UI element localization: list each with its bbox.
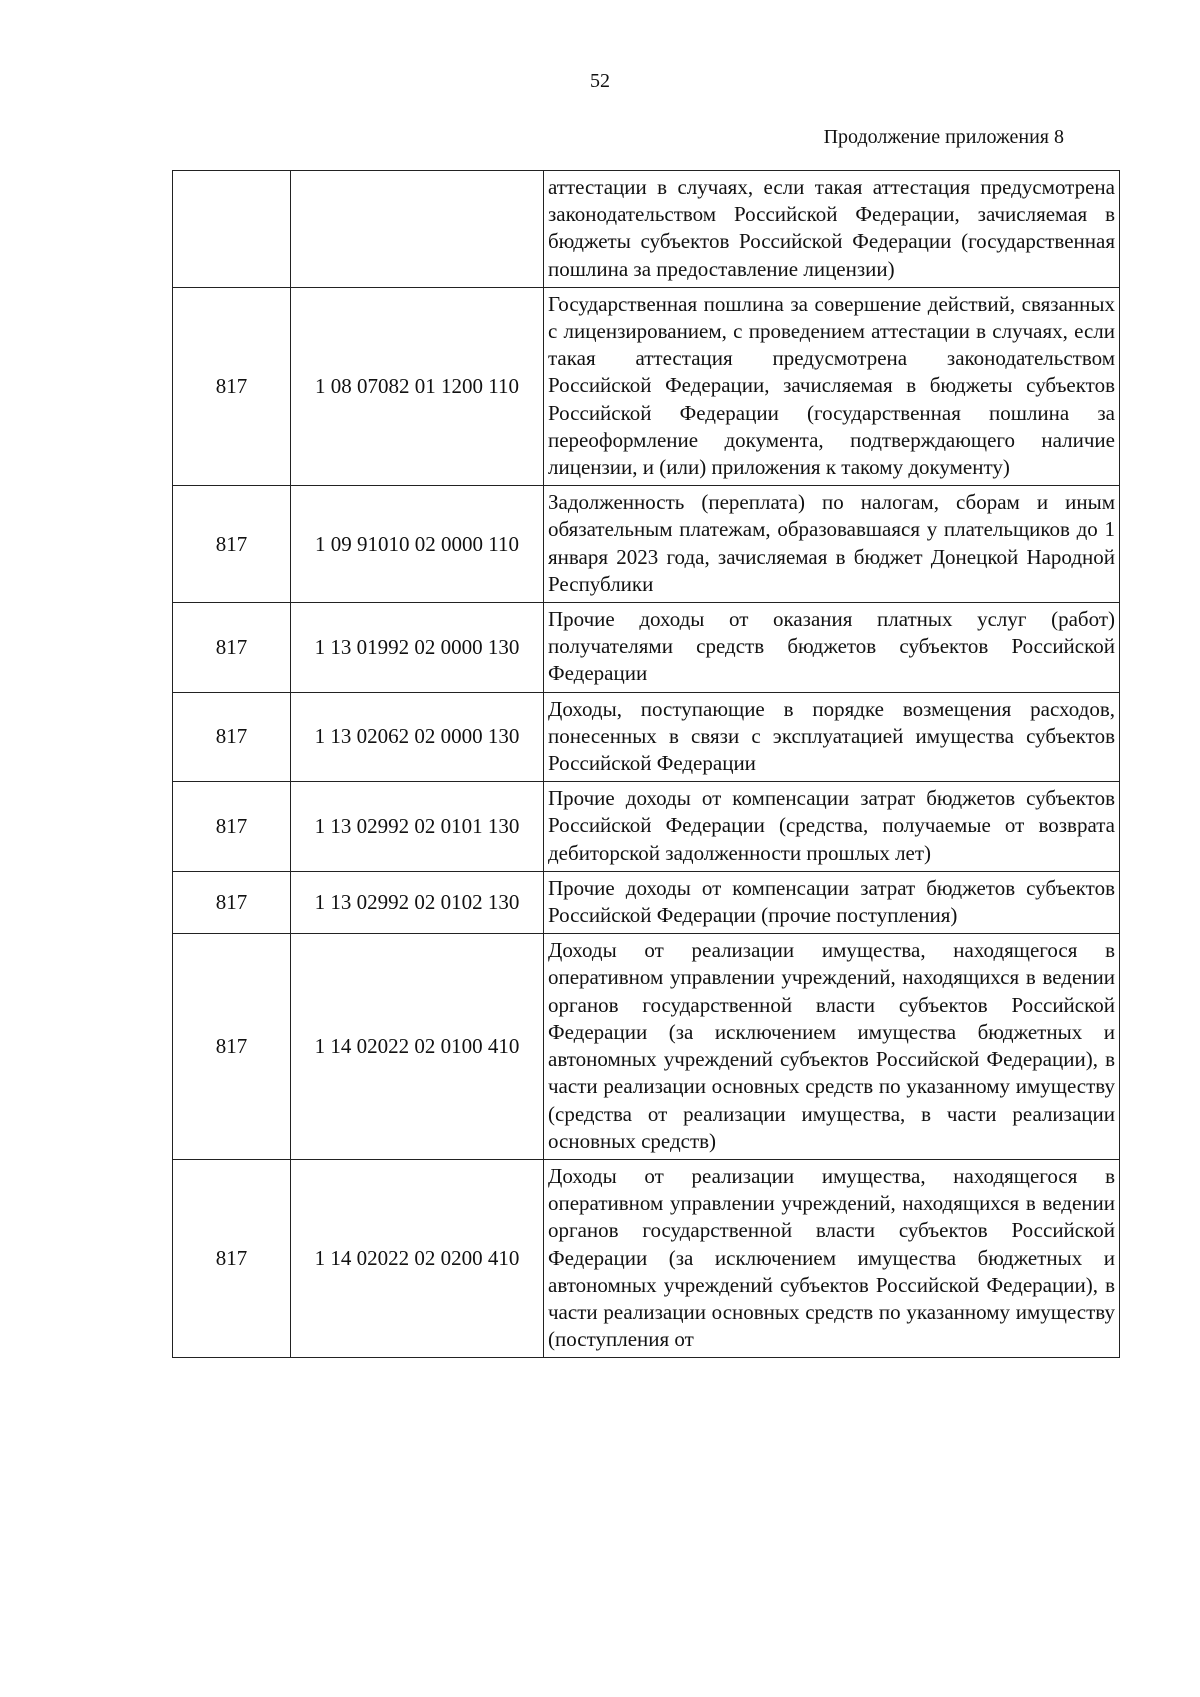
revenue-name-cell: Задолженность (переплата) по налогам, сборам и иным обязательным платежам, образовавшаяся у плательщиков до 1 января 2023 года, зачисляемая в бюджет Донецкой Народной Республики	[544, 486, 1120, 603]
revenue-code-cell: 1 14 02022 02 0100 410	[291, 934, 544, 1160]
admin-code-cell: 817	[173, 287, 291, 485]
revenue-codes-table	[172, 170, 1120, 1358]
table-row	[173, 486, 1120, 603]
revenue-code-cell: 1 13 02992 02 0102 130	[291, 871, 544, 933]
revenue-name-cell: Государственная пошлина за совершение действий, связанных с лицензированием, с проведением аттестации в случаях, если такая аттестация предусмотрена законодательством Российской Федерации, зачисляемая в бюджеты субъектов Российской Федерации (государственная пошлина за переоформление документа, подтверждающего наличие лицензии, и (или) приложения к такому документу)	[544, 287, 1120, 485]
admin-code-cell: 817	[173, 692, 291, 782]
table-row	[173, 871, 1120, 933]
page-number: 52	[590, 70, 610, 92]
table-row	[173, 171, 1120, 288]
revenue-name-cell: аттестации в случаях, если такая аттестация предусмотрена законодательством Российской Федерации, зачисляемая в бюджеты субъектов Российской Федерации (государственная пошлина за предоставление лицензии)	[544, 171, 1120, 288]
table-row	[173, 1159, 1120, 1357]
table-row	[173, 782, 1120, 872]
appendix-continuation-heading: Продолжение приложения 8	[823, 126, 1064, 148]
revenue-name-cell: Доходы, поступающие в порядке возмещения расходов, понесенных в связи с эксплуатацией имущества субъектов Российской Федерации	[544, 692, 1120, 782]
revenue-name-cell: Доходы от реализации имущества, находящегося в оперативном управлении учреждений, находящихся в ведении органов государственной власти субъектов Российской Федерации (за исключением имущества бюджетных и автономных учреждений субъектов Российской Федерации), в части реализации основных средств по указанному имуществу (средства от реализации имущества, в части реализации основных средств)	[544, 934, 1120, 1160]
revenue-code-cell: 1 13 02062 02 0000 130	[291, 692, 544, 782]
table-row	[173, 287, 1120, 485]
revenue-code-cell: 1 13 02992 02 0101 130	[291, 782, 544, 872]
revenue-name-cell: Прочие доходы от компенсации затрат бюджетов субъектов Российской Федерации (прочие поступления)	[544, 871, 1120, 933]
revenue-code-cell: 1 13 01992 02 0000 130	[291, 603, 544, 693]
admin-code-cell: 817	[173, 934, 291, 1160]
revenue-code-cell: 1 08 07082 01 1200 110	[291, 287, 544, 485]
revenue-code-cell	[291, 171, 544, 288]
admin-code-cell	[173, 171, 291, 288]
admin-code-cell: 817	[173, 871, 291, 933]
table-row	[173, 934, 1120, 1160]
table-row	[173, 603, 1120, 693]
revenue-code-cell: 1 09 91010 02 0000 110	[291, 486, 544, 603]
table-row	[173, 692, 1120, 782]
admin-code-cell: 817	[173, 782, 291, 872]
admin-code-cell: 817	[173, 486, 291, 603]
admin-code-cell: 817	[173, 1159, 291, 1357]
revenue-name-cell: Прочие доходы от оказания платных услуг (работ) получателями средств бюджетов субъектов Российской Федерации	[544, 603, 1120, 693]
revenue-name-cell: Прочие доходы от компенсации затрат бюджетов субъектов Российской Федерации (средства, получаемые от возврата дебиторской задолженности прошлых лет)	[544, 782, 1120, 872]
admin-code-cell: 817	[173, 603, 291, 693]
revenue-name-cell: Доходы от реализации имущества, находящегося в оперативном управлении учреждений, находящихся в ведении органов государственной власти субъектов Российской Федерации (за исключением имущества бюджетных и автономных учреждений субъектов Российской Федерации), в части реализации основных средств по указанному имуществу (поступления от	[544, 1159, 1120, 1357]
revenue-code-cell: 1 14 02022 02 0200 410	[291, 1159, 544, 1357]
